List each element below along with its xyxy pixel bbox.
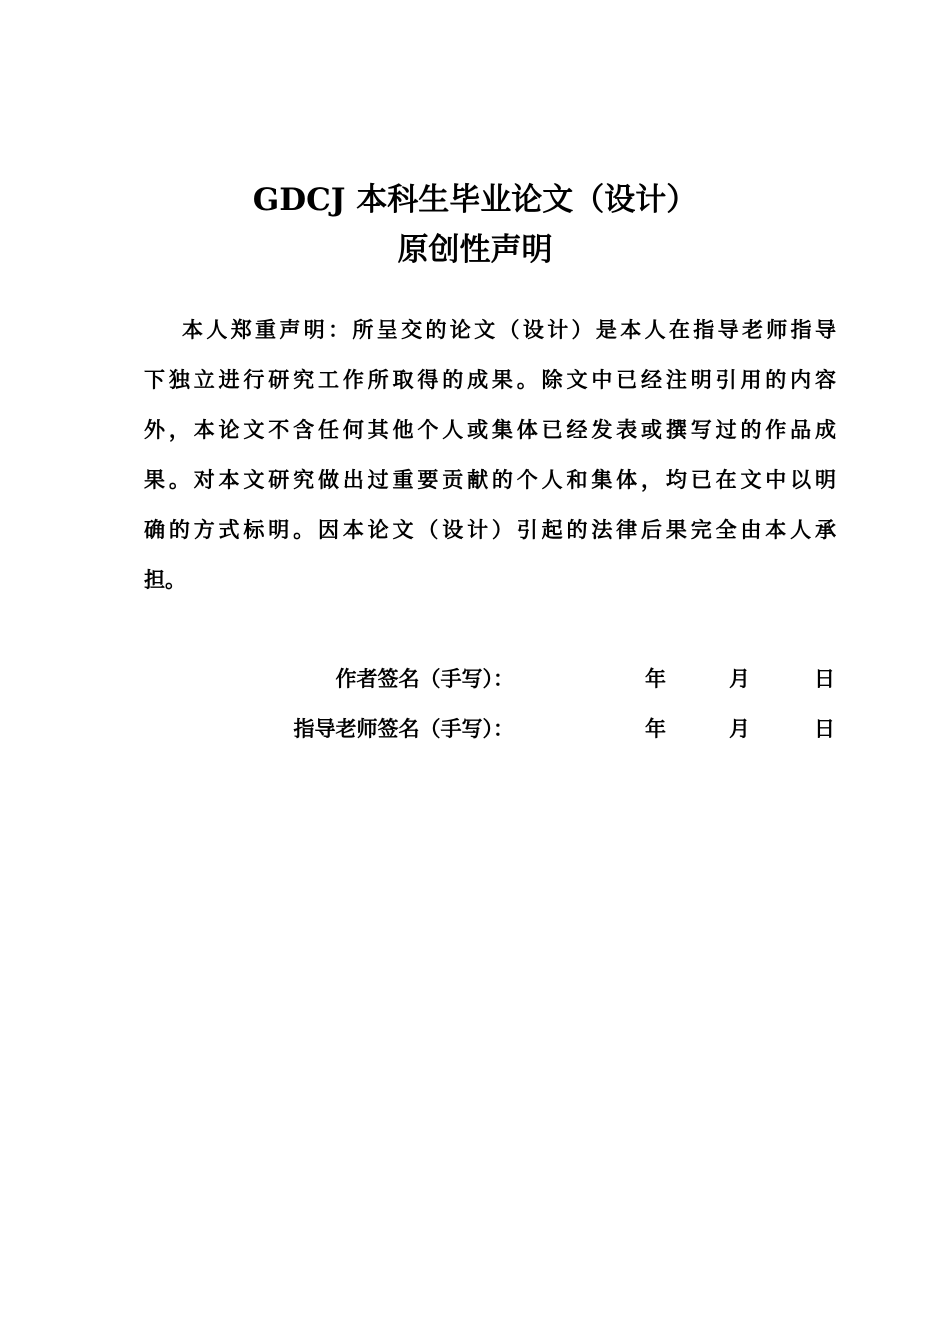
- declaration-line: 担。: [144, 568, 186, 592]
- advisor-signature-label: 指导老师签名（手写）：: [293, 716, 514, 741]
- author-signature-label: 作者签名（手写）：: [335, 666, 514, 691]
- year-label: 年: [645, 716, 666, 741]
- document-title: GDCJ 本科生毕业论文（设计）: [252, 182, 698, 218]
- advisor-signature-row: [0, 717, 950, 747]
- declaration-line: 下独立进行研究工作所取得的成果。除文中已经注明引用的内容: [144, 368, 836, 392]
- declaration-line: 确的方式标明。因本论文（设计）引起的法律后果完全由本人承: [144, 518, 836, 542]
- document-subtitle: 原创性声明: [397, 232, 553, 268]
- day-label: 日: [814, 716, 835, 741]
- declaration-line: 果。对本文研究做出过重要贡献的个人和集体，均已在文中以明: [144, 468, 836, 492]
- declaration-line: 外，本论文不含任何其他个人或集体已经发表或撰写过的作品成: [144, 418, 836, 442]
- month-label: 月: [729, 716, 750, 741]
- month-label: 月: [729, 666, 750, 691]
- day-label: 日: [814, 666, 835, 691]
- year-label: 年: [645, 666, 666, 691]
- declaration-line: 本人郑重声明：所呈交的论文（设计）是本人在指导老师指导: [182, 318, 836, 342]
- author-signature-row: [0, 667, 950, 697]
